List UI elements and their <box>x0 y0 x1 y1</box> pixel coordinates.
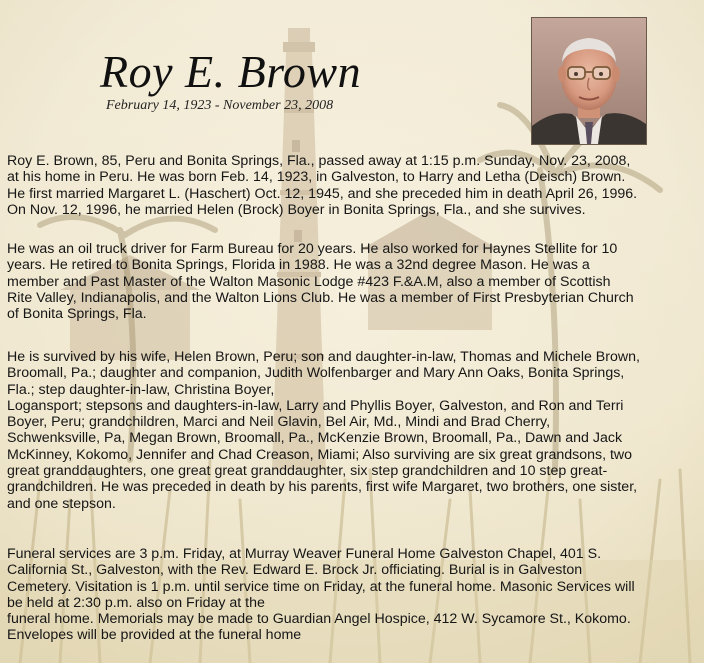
text-line: member and Past Master of the Walton Masonic Lodge #423 F.&A.M, also a member of Scottish <box>7 273 611 290</box>
text-line: funeral home. Memorials may be made to Guardian Angel Hospice, 412 W. Sycamore St., Kokomo. <box>7 611 631 628</box>
paragraph-services <box>7 546 700 644</box>
text-line: Broomall, Pa.; daughter and companion, Judith Wolfenbarger and Mary Ann Oaks, Bonita Springs, <box>7 365 625 382</box>
text-line: Cemetery. Visitation is 1 p.m. until service time on Friday, at the funeral home. Masonic Services will <box>7 578 635 595</box>
text-line: Fla.; step daughter-in-law, Christina Boyer, <box>7 381 275 398</box>
text-line: Funeral services are 3 p.m. Friday, at Murray Weaver Funeral Home Galveston Chapel, 401 S. <box>7 546 602 562</box>
text-line: He is survived by his wife, Helen Brown, Peru; son and daughter-in-law, Thomas and Michele Brown, <box>7 349 640 365</box>
text-line: be held at 2:30 p.m. also on Friday at the <box>7 594 265 611</box>
text-line: years. He retired to Bonita Springs, Florida in 1988. He was a 32nd degree Mason. He was a <box>7 257 590 274</box>
life-dates: February 14, 1923 - November 23, 2008 <box>106 98 334 113</box>
text-line: of Bonita Springs, Fla. <box>7 306 147 323</box>
text-line: California St., Galveston, with the Rev. Edward E. Brock Jr. officiating. Burial is in Galveston <box>7 562 583 579</box>
text-line: Roy E. Brown, 85, Peru and Bonita Springs, Fla., passed away at 1:15 p.m. Sunday, Nov. 23, 2008, <box>7 153 631 169</box>
text-line: Rite Valley, Indianapolis, and the Walton Lions Club. He was a member of First Presbyterian Church <box>7 289 634 306</box>
paragraph-survivors <box>7 349 700 512</box>
text-line: grandchildren. He was preceded in death by his parents, first wife Margaret, two brothers, one sister, <box>7 479 638 496</box>
portrait-photo <box>531 17 647 145</box>
text-line: Logansport; stepsons and daughters-in-law, Larry and Phyllis Boyer, Galveston, and Ron and Terri <box>7 397 624 414</box>
text-line: Schwenksville, Pa, Megan Brown, Broomall, Pa., McKenzie Brown, Broomall, Pa., Dawn and Jack <box>7 430 623 447</box>
text-line: at his home in Peru. He was born Feb. 14, 1923, in Galveston, to Harry and Letha (Deisch) Brown. <box>7 169 626 186</box>
obituary-name: Roy E. Brown <box>100 46 362 97</box>
paragraph-biography <box>7 153 700 218</box>
text-line: Boyer, Peru; grandchildren, Marci and Neil Glavin, Bel Air, Md., Mindi and Brad Cherry, <box>7 414 551 431</box>
text-line: great granddaughters, one great great granddaughter, six step grandchildren and 10 step great- <box>7 463 608 480</box>
text-line: and one stepson. <box>7 495 116 512</box>
text-line: On Nov. 12, 1996, he married Helen (Brock) Boyer in Bonita Springs, Fla., and she survives. <box>7 201 586 218</box>
text-line: Envelopes will be provided at the funeral home <box>7 627 302 644</box>
text-line: He first married Margaret L. (Haschert) Oct. 12, 1945, and she preceded him in death April 26, 1996. <box>7 185 638 202</box>
text-line: McKinney, Kokomo, Jennifer and Chad Creason, Miami; Also surviving are six great grandsons, two <box>7 446 633 463</box>
paragraph-career <box>7 241 700 322</box>
text-line: He was an oil truck driver for Farm Bureau for 20 years. He also worked for Haynes Stellite for 10 <box>7 241 618 257</box>
